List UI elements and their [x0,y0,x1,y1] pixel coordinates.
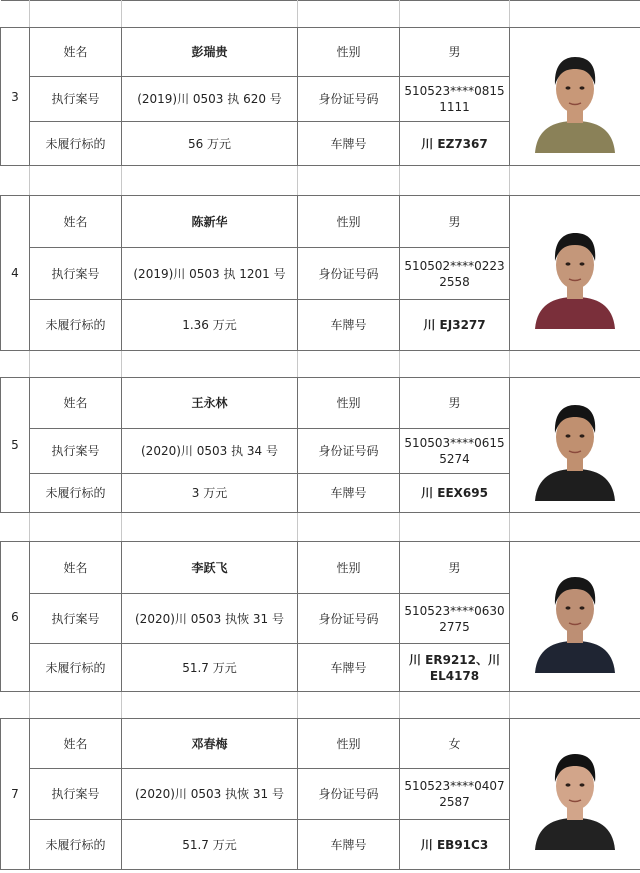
case-number: (2020)川 0503 执恢 31 号 [122,594,298,644]
id-number-line1: 510523****0815 [404,84,505,98]
spacer-cell [510,692,640,719]
label-gender: 性别 [298,719,400,769]
label-unpaid: 未履行标的 [30,300,122,351]
record-index: 5 [1,378,30,513]
label-unpaid: 未履行标的 [30,820,122,870]
spacer-cell [298,1,400,28]
person-photo-icon [527,389,623,501]
spacer-cell [298,166,400,196]
record-index: 7 [1,719,30,870]
photo-frame [527,389,623,501]
spacer-cell [298,692,400,719]
person-photo [510,196,640,351]
label-case-no: 执行案号 [30,429,122,474]
spacer-cell [400,166,510,196]
spacer-cell [122,351,298,378]
person-photo [510,28,640,166]
id-number-line2: 2558 [439,274,470,289]
spacer-cell [30,166,122,196]
spacer-cell [122,166,298,196]
person-name: 李跃飞 [122,542,298,594]
person-photo-icon [527,738,623,850]
spacer-cell [30,692,122,719]
id-number-line1: 510502****0223 [404,258,505,273]
spacer-cell [400,692,510,719]
spacer-cell [510,513,640,542]
spacer-row [1,1,640,28]
label-gender: 性别 [298,378,400,429]
person-name: 陈新华 [122,196,298,248]
label-case-no: 执行案号 [30,769,122,820]
label-case-no: 执行案号 [30,77,122,122]
person-photo-icon [527,41,623,153]
case-number: (2019)川 0503 执 620 号 [122,77,298,122]
id-number [400,594,510,644]
label-name: 姓名 [30,542,122,594]
id-number [400,248,510,300]
person-photo-icon [527,561,623,673]
person-gender: 男 [400,542,510,594]
label-gender: 性别 [298,28,400,77]
label-name: 姓名 [30,378,122,429]
person-gender: 男 [400,196,510,248]
spacer-cell [30,351,122,378]
label-gender: 性别 [298,542,400,594]
record-row-name [1,196,640,248]
unpaid-amount: 51.7 万元 [122,820,298,870]
label-plate: 车牌号 [298,122,400,166]
plate-number-line1: 川 EB91C3 [420,837,489,852]
spacer-row [1,166,640,196]
spacer-cell [400,1,510,28]
id-number-line2: 2587 [439,795,470,809]
label-id-no: 身份证号码 [298,769,400,820]
person-gender: 男 [400,28,510,77]
person-photo [510,378,640,513]
label-plate: 车牌号 [298,300,400,351]
person-name: 邓春梅 [122,719,298,769]
label-id-no: 身份证号码 [298,594,400,644]
spacer-cell [30,513,122,542]
person-gender: 男 [400,378,510,429]
plate-number [400,300,510,351]
id-number-line1: 510523****0407 [404,779,505,793]
spacer-cell [510,166,640,196]
spacer-cell [30,1,122,28]
spacer-cell [1,1,30,28]
spacer-cell [400,513,510,542]
record-index: 6 [1,542,30,692]
label-unpaid: 未履行标的 [30,474,122,513]
spacer-cell [1,513,30,542]
id-number-line1: 510503****0615 [404,436,505,450]
record-row-name [1,542,640,594]
spacer-cell [122,1,298,28]
spacer-cell [122,513,298,542]
photo-frame [527,217,623,329]
record-row-name [1,28,640,77]
plate-number-line1: 川 ER9212、川 [408,652,500,667]
record-row-name [1,378,640,429]
label-name: 姓名 [30,28,122,77]
case-number: (2019)川 0503 执 1201 号 [122,248,298,300]
spacer-cell [298,351,400,378]
photo-frame [527,738,623,850]
label-unpaid: 未履行标的 [30,644,122,692]
id-number-line1: 510523****0630 [404,603,505,618]
id-number [400,429,510,474]
photo-frame [527,41,623,153]
spacer-cell [510,1,640,28]
plate-number [400,820,510,870]
plate-number [400,644,510,692]
person-photo [510,542,640,692]
spacer-cell [1,166,30,196]
label-unpaid: 未履行标的 [30,122,122,166]
spacer-row [1,351,640,378]
table-body [1,1,640,870]
record-index: 4 [1,196,30,351]
plate-number-line1: 川 EEX695 [421,486,488,500]
plate-number-line1: 川 EZ7367 [421,136,488,151]
label-id-no: 身份证号码 [298,429,400,474]
unpaid-amount: 56 万元 [122,122,298,166]
label-plate: 车牌号 [298,644,400,692]
spacer-cell [1,692,30,719]
label-id-no: 身份证号码 [298,248,400,300]
label-plate: 车牌号 [298,474,400,513]
unpaid-amount: 1.36 万元 [122,300,298,351]
label-id-no: 身份证号码 [298,77,400,122]
case-number: (2020)川 0503 执 34 号 [122,429,298,474]
spacer-cell [122,692,298,719]
label-gender: 性别 [298,196,400,248]
person-name: 王永林 [122,378,298,429]
photo-frame [527,561,623,673]
label-name: 姓名 [30,196,122,248]
id-number [400,77,510,122]
unpaid-amount: 51.7 万元 [122,644,298,692]
plate-number [400,122,510,166]
spacer-row [1,692,640,719]
spacer-cell [298,513,400,542]
label-name: 姓名 [30,719,122,769]
unpaid-amount: 3 万元 [122,474,298,513]
plate-number [400,474,510,513]
label-case-no: 执行案号 [30,594,122,644]
person-photo [510,719,640,870]
record-row-name [1,719,640,769]
id-number-line2: 2775 [439,619,470,634]
person-gender: 女 [400,719,510,769]
label-plate: 车牌号 [298,820,400,870]
plate-number-line2: EL4178 [429,668,480,683]
id-number [400,769,510,820]
spacer-cell [510,351,640,378]
spacer-cell [400,351,510,378]
spacer-row [1,513,640,542]
id-number-line2: 5274 [439,452,470,466]
person-name: 彭瑞贵 [122,28,298,77]
record-index: 3 [1,28,30,166]
plate-number-line1: 川 EJ3277 [423,318,486,332]
spacer-cell [1,351,30,378]
id-number-line2: 1111 [439,100,470,114]
person-photo-icon [527,217,623,329]
case-number: (2020)川 0503 执恢 31 号 [122,769,298,820]
label-case-no: 执行案号 [30,248,122,300]
